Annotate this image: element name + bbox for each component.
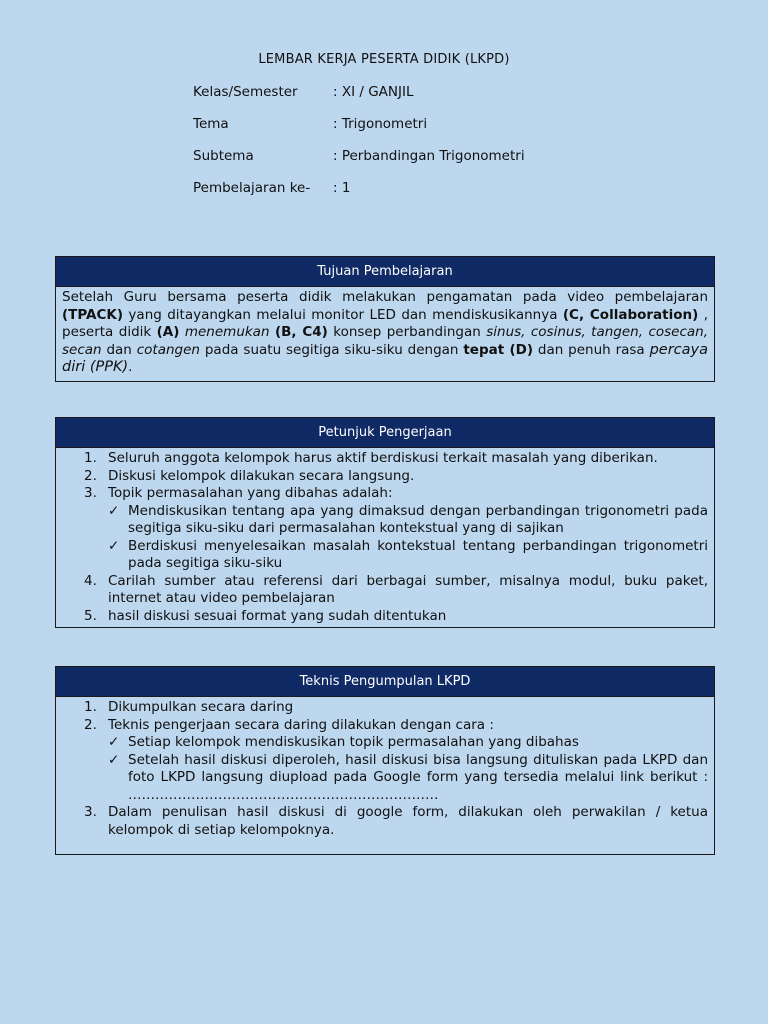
sub-list xyxy=(108,734,708,804)
list-item-text: Seluruh anggota kelompok harus aktif berdiskusi terkait masalah yang diberikan. xyxy=(108,450,658,466)
tujuan-heading: Tujuan Pembelajaran xyxy=(56,257,714,287)
list-item-text: Dalam penulisan hasil diskusi di google form, dilakukan oleh perwakilan / ketua kelompok di setiap kelompoknya. xyxy=(108,804,708,838)
check-icon: ✓ xyxy=(108,751,120,768)
header-info xyxy=(193,84,525,212)
list-item xyxy=(62,804,708,839)
sub-list-item xyxy=(108,734,708,752)
meta-label: Kelas/Semester xyxy=(193,84,298,100)
petunjuk-body xyxy=(56,448,714,627)
tujuan-box xyxy=(55,256,715,382)
list-number: 5. xyxy=(84,607,97,624)
tujuan-part: menemukan xyxy=(184,324,270,340)
tujuan-part: tepat (D) xyxy=(463,341,534,358)
list-item xyxy=(62,717,708,805)
meta-label: Tema xyxy=(193,116,229,132)
meta-row-kelas xyxy=(193,84,525,116)
check-icon: ✓ xyxy=(108,734,120,750)
tujuan-part: pada suatu segitiga siku-siku dengan xyxy=(199,341,464,358)
sub-list xyxy=(108,503,708,573)
sub-list-item xyxy=(108,752,708,805)
tujuan-part: percaya diri (PPK) xyxy=(62,341,708,375)
list-item xyxy=(62,699,708,717)
sub-list-item xyxy=(108,503,708,538)
list-item-text: Carilah sumber atau referensi dari berbagai sumber, misalnya modul, buku paket, internet atau video pembelajaran xyxy=(108,572,708,606)
tujuan-part: , peserta didik xyxy=(62,306,708,340)
tujuan-part: yang ditayangkan melalui monitor LED dan mendiskusikannya xyxy=(123,306,563,323)
list-item xyxy=(62,573,708,608)
list-item-text: Teknis pengerjaan secara daring dilakukan dengan cara : xyxy=(108,716,494,733)
check-icon: ✓ xyxy=(108,502,120,519)
tujuan-part: (TPACK) xyxy=(62,306,124,323)
tujuan-part: dan xyxy=(101,341,137,358)
meta-value: : Perbandingan Trigonometri xyxy=(333,148,525,164)
sub-list-item xyxy=(108,538,708,573)
meta-value: : Trigonometri xyxy=(333,116,428,132)
list-number: 2. xyxy=(84,716,97,733)
list-item xyxy=(62,450,708,468)
tujuan-text xyxy=(56,287,714,381)
tujuan-part: cotangen xyxy=(136,341,200,358)
teknis-list xyxy=(62,699,708,839)
list-item-text: Topik permasalahan yang dibahas adalah: xyxy=(108,485,393,501)
meta-row-pembelajaran xyxy=(193,180,525,212)
tujuan-part: (B, C4) xyxy=(274,324,328,340)
tujuan-part: (C, Collaboration) xyxy=(562,306,699,323)
list-item-text: hasil diskusi sesuai format yang sudah ditentukan xyxy=(108,607,447,624)
list-item xyxy=(62,468,708,486)
teknis-heading: Teknis Pengumpulan LKPD xyxy=(56,667,714,697)
list-item-text: Dikumpulkan secara daring xyxy=(108,699,294,715)
list-item xyxy=(62,608,708,626)
teknis-box xyxy=(55,666,715,855)
teknis-body xyxy=(56,697,714,843)
list-number: 3. xyxy=(84,485,97,501)
tujuan-part: sinus, cosinus, tangen, cosecan, secan xyxy=(62,324,709,358)
sub-item-text: Mendiskusikan tentang apa yang dimaksud dengan perbandingan trigonometri pada segitiga siku-siku dari permasalahan kontekstual yang di sajikan xyxy=(128,502,708,536)
tujuan-part: (A) xyxy=(156,324,180,340)
sub-item-text: Setiap kelompok mendiskusikan topik permasalahan yang dibahas xyxy=(128,734,579,750)
check-icon: ✓ xyxy=(108,537,120,554)
meta-label: Pembelajaran ke- xyxy=(193,180,311,196)
meta-value: : XI / GANJIL xyxy=(333,84,414,100)
list-number: 2. xyxy=(84,467,97,484)
petunjuk-list xyxy=(62,450,708,625)
sub-item-text: Setelah hasil diskusi diperoleh, hasil diskusi bisa langsung dituliskan pada LKPD dan foto LKPD langsung diupload pada Google form yang tersedia melalui link berikut : …………………………………………………………… xyxy=(128,751,708,803)
list-item-text: Diskusi kelompok dilakukan secara langsung. xyxy=(108,467,415,484)
list-number: 1. xyxy=(84,699,97,715)
meta-row-subtema xyxy=(193,148,525,180)
tujuan-part: Setelah Guru bersama peserta didik melakukan pengamatan pada video pembelajaran xyxy=(62,289,708,305)
list-number: 1. xyxy=(84,450,97,466)
meta-row-tema xyxy=(193,116,525,148)
petunjuk-heading: Petunjuk Pengerjaan xyxy=(56,418,714,448)
document-title: LEMBAR KERJA PESERTA DIDIK (LKPD) xyxy=(258,52,510,67)
list-number: 3. xyxy=(84,804,97,820)
list-item xyxy=(62,485,708,573)
meta-value: : 1 xyxy=(333,180,351,196)
list-number: 4. xyxy=(84,572,97,589)
petunjuk-box xyxy=(55,417,715,628)
tujuan-part: dan penuh rasa xyxy=(533,341,650,358)
sub-item-text: Berdiskusi menyelesaikan masalah kontekstual tentang perbandingan trigonometri pada segitiga siku-siku xyxy=(128,537,708,571)
meta-label: Subtema xyxy=(193,148,254,164)
tujuan-part: . xyxy=(128,359,133,375)
tujuan-part: konsep perbandingan xyxy=(327,324,487,340)
